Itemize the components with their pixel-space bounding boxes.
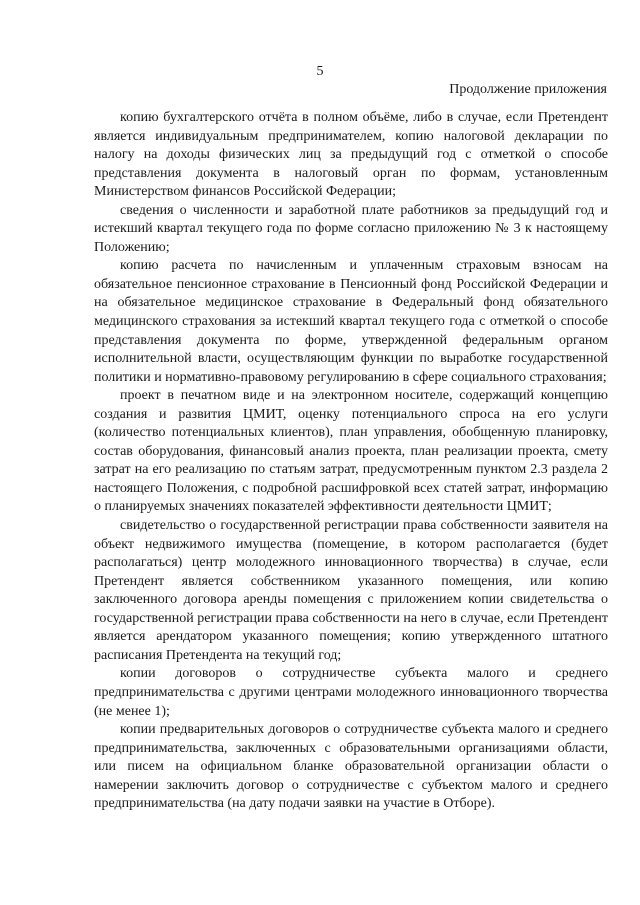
paragraph-property-certificate: свидетельство о государственной регистрации права собственности заявителя на объект недвижимого имущества (помещение, в котором располагается (будет располагаться) центр молодежного инновационного творчества) в случае, если Претендент является собственником указанного помещения, или копию заключенного договора аренды помещения с приложением копии свидетельства о государственной регистрации права собственности на него в случае, если Претендент является арендатором указанного помещения; копию утвержденного штатного расписания Претендента на текущий год; xyxy=(94,518,608,663)
document-body xyxy=(94,109,608,814)
page-number: 5 xyxy=(316,64,324,79)
paragraph-accounting-report: копию бухгалтерского отчёта в полном объёме, либо в случае, если Претендент является индивидуальным предпринимателем, копию налоговой декларации по налогу на доходы физических лиц за предыдущий год с отметкой о способе представления документа в налоговый орган по формам, установленным Министерством финансов Российской Федерации; xyxy=(94,110,608,200)
paragraph-insurance-calculation: копию расчета по начисленным и уплаченным страховым взносам на обязательное пенсионное страхование в Пенсионный фонд Российской Федерации и на обязательное медицинское страхование в Федеральный фонд обязательного медицинского страхования за истекший квартал текущего года с отметкой о способе представления документа по форме, утвержденной федеральным органом исполнительной власти, осуществляющим функции по выработке государственной политики и нормативно-правовому регулированию в сфере социального страхования; xyxy=(94,258,608,385)
paragraph-project: проект в печатном виде и на электронном носителе, содержащий концепцию создания и развития ЦМИТ, оценку потенциального спроса на его услуги (количество потенциальных клиентов), план управления, обобщенную планировку, состав оборудования, финансовый анализ проекта, план реализации проекта, смету затрат на его реализацию по статьям затрат, предусмотренным пунктом 2.3 раздела 2 настоящего Положения, с подробной расшифровкой всех статей затрат, информацию о планируемых значениях показателей эффективности деятельности ЦМИТ; xyxy=(94,388,608,515)
appendix-continuation-note: Продолжение приложения xyxy=(449,82,607,97)
paragraph-preliminary-contracts: копии предварительных договоров о сотрудничестве субъекта малого и среднего предпринимательства, заключенных с образовательными организациями области, или писем на официальном бланке образовательной организации области о намерении заключить договор о сотрудничестве с субъектом малого и среднего предпринимательства (на дату подачи заявки на участие в Отборе). xyxy=(94,722,608,812)
paragraph-employee-info: сведения о численности и заработной плате работников за предыдущий год и истекший квартал текущего года по форме согласно приложению № 3 к настоящему Положению; xyxy=(94,202,608,255)
paragraph-cooperation-contracts: копии договоров о сотрудничестве субъекта малого и среднего предпринимательства с другими центрами молодежного инновационного творчества (не менее 1); xyxy=(94,666,608,719)
